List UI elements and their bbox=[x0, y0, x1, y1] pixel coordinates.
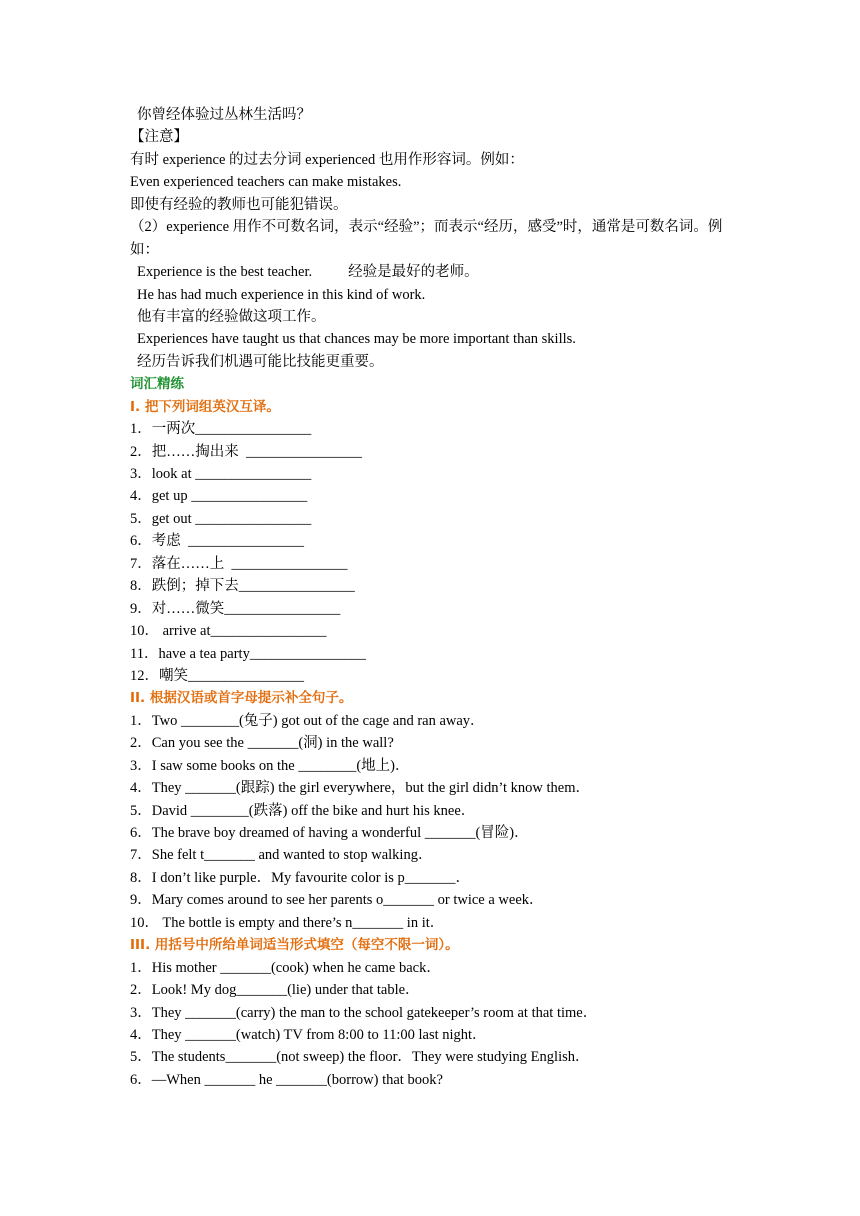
vocab-title: 词汇精练 bbox=[130, 376, 184, 393]
exercise-item: 11．have a tea party________________ bbox=[130, 645, 366, 662]
exercise-item: 9．Mary comes around to see her parents o_______ or twice a week． bbox=[130, 892, 544, 909]
exercise-item: 12．嘲笑________________ bbox=[130, 667, 304, 684]
exercise-item: 10． The bottle is empty and there’s n_______ in it． bbox=[130, 914, 445, 931]
exercise-item: 4．get up ________________ bbox=[130, 488, 308, 505]
example-3-chinese: 经历告诉我们机遇可能比技能更重要。 bbox=[137, 353, 384, 370]
exercise-item: 4．They _______(跟踪) the girl everywhere，but the girl didn’t know them． bbox=[130, 780, 591, 797]
section-2-title: II. 根据汉语或首字母提示补全句子。 bbox=[130, 690, 353, 707]
section-1-title: I. 把下列词组英汉互译。 bbox=[130, 398, 280, 415]
exercise-item: 1．Two ________(兔子) got out of the cage and ran away． bbox=[130, 712, 485, 729]
example-2-english: He has had much experience in this kind of work. bbox=[137, 286, 426, 303]
exercise-item: 2．Look! My dog_______(lie) under that table． bbox=[130, 982, 420, 999]
section-1-list bbox=[130, 418, 740, 687]
example-1 bbox=[130, 261, 740, 283]
exercise-item: 7．落在……上 ________________ bbox=[130, 555, 348, 572]
exercise-item: 6．—When _______ he _______(borrow) that book? bbox=[130, 1071, 443, 1088]
example-1-chinese: 经验是最好的老师。 bbox=[348, 264, 479, 281]
exercise-item: 5．David ________(跌落) off the bike and hurt his knee． bbox=[130, 802, 476, 819]
example-1-english: Experience is the best teacher. bbox=[137, 264, 313, 281]
note-example: Even experienced teachers can make mistakes. bbox=[130, 174, 402, 191]
section-3-list bbox=[130, 957, 740, 1092]
exercise-item: 5．The students_______(not sweep) the floor．They were studying English． bbox=[130, 1049, 590, 1066]
exercise-item: 3．look at ________________ bbox=[130, 466, 312, 483]
exercise-item: 6．The brave boy dreamed of having a wonderful _______(冒险)． bbox=[130, 825, 529, 842]
intro-line: 你曾经体验过丛林生活吗？ bbox=[137, 107, 311, 123]
exercise-item: 4．They _______(watch) TV from 8:00 to 11:00 last night． bbox=[130, 1026, 487, 1043]
point-2-text: （2）experience 用作不可数名词，表示“经验”；而表示“经历，感受”时，通常是可数名词。例如： bbox=[130, 219, 723, 258]
example-3-english: Experiences have taught us that chances may be more important than skills. bbox=[137, 331, 576, 348]
exercise-item: 6．考虑 ________________ bbox=[130, 533, 304, 550]
exercise-item: 1．His mother _______(cook) when he came back． bbox=[130, 959, 441, 976]
exercise-item: 8．跌倒；掉下去________________ bbox=[130, 578, 355, 595]
document-body bbox=[130, 104, 740, 1091]
example-2-chinese: 他有丰富的经验做这项工作。 bbox=[137, 308, 326, 325]
section-3-title: III. 用括号中所给单词适当形式填空（每空不限一词）。 bbox=[130, 937, 459, 954]
note-translation: 即使有经验的教师也可能犯错误。 bbox=[130, 196, 348, 213]
exercise-item: 8．I don’t like purple．My favourite color is p_______． bbox=[130, 869, 471, 886]
exercise-item: 3．I saw some books on the ________(地上)． bbox=[130, 757, 410, 774]
exercise-item: 9．对……微笑________________ bbox=[130, 600, 341, 617]
note-text: 有时 experience 的过去分词 experienced 也用作形容词。例如： bbox=[130, 151, 524, 168]
exercise-item: 1．一两次________________ bbox=[130, 421, 312, 438]
exercise-item: 2．把……掏出来 ________________ bbox=[130, 443, 362, 460]
exercise-item: 10． arrive at________________ bbox=[130, 623, 327, 640]
exercise-item: 3．They _______(carry) the man to the school gatekeeper’s room at that time． bbox=[130, 1004, 598, 1021]
note-heading: 【注意】 bbox=[130, 129, 188, 146]
exercise-item: 7．She felt t_______ and wanted to stop walking． bbox=[130, 847, 433, 864]
exercise-item: 5．get out ________________ bbox=[130, 510, 312, 527]
exercise-item: 2．Can you see the _______(洞) in the wall? bbox=[130, 735, 394, 752]
section-2-list bbox=[130, 710, 740, 934]
